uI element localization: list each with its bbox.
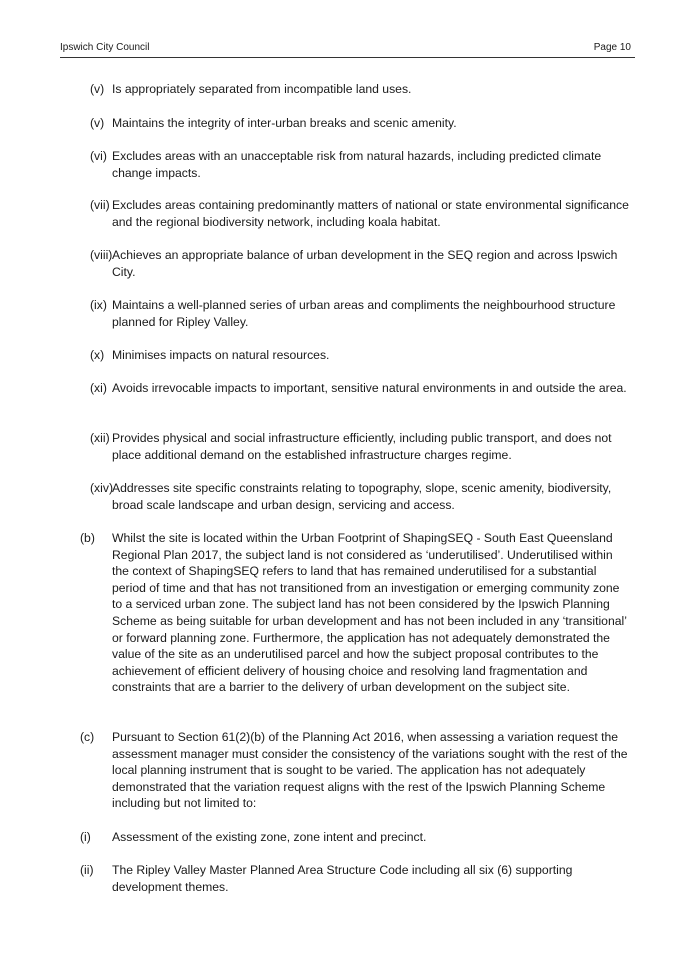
- header-council-name: Ipswich City Council: [60, 42, 150, 53]
- list-item-label: (xiv): [90, 481, 114, 495]
- list-item-label: (vi): [90, 149, 107, 163]
- list-item-text: Is appropriately separated from incompatible land uses.: [112, 82, 412, 96]
- header-page-number: Page 10: [593, 42, 631, 53]
- page-header: [60, 41, 635, 58]
- list-item-text: Achieves an appropriate balance of urban development in the SEQ region and across Ipswich City.: [112, 248, 618, 279]
- paragraph-label: (i): [80, 830, 91, 844]
- paragraph-text: Pursuant to Section 61(2)(b) of the Planning Act 2016, when assessing a variation request the assessment manager must consider the consistency of the variations sought with the rest of the local planning instrument that is sought to be varied. The application has not adequately demonstrated that the variation request aligns with the rest of the Ipswich Planning Scheme including but not limited to:: [112, 730, 628, 811]
- list-item-text: Avoids irrevocable impacts to important, sensitive natural environments in and outside the area.: [112, 381, 627, 395]
- list-item-label: (x): [90, 348, 105, 362]
- list-item-text: Provides physical and social infrastructure efficiently, including public transport, and does not place additional demand on the established infrastructure charges regime.: [112, 431, 612, 462]
- paragraph-label: (ii): [80, 863, 94, 877]
- list-item-text: Maintains a well-planned series of urban areas and compliments the neighbourhood structure planned for Ripley Valley.: [112, 298, 616, 329]
- list-item-text: Maintains the integrity of inter-urban breaks and scenic amenity.: [112, 116, 457, 130]
- list-item-label: (v): [90, 116, 105, 130]
- list-item-label: (xi): [90, 381, 107, 395]
- list-item-text: Excludes areas containing predominantly matters of national or state environmental significance and the regional biodiversity network, including koala habitat.: [112, 198, 629, 229]
- list-item-text: Minimises impacts on natural resources.: [112, 348, 330, 362]
- list-item-label: (xii): [90, 431, 110, 445]
- list-item-text: Excludes areas with an unacceptable risk from natural hazards, including predicted climate change impacts.: [112, 149, 602, 180]
- paragraph-label: (b): [80, 531, 95, 545]
- list-item-label: (vii): [90, 198, 110, 212]
- list-item-label: (ix): [90, 298, 107, 312]
- paragraph-text: Whilst the site is located within the Urban Footprint of ShapingSEQ - South East Queensland Regional Plan 2017, the subject land is not considered as ‘underutilised’. Underutilised within the context of ShapingSEQ refers to land that has remained underutilised for a substantial period of time and that has not transitioned from an investigation or emerging community zone to a serviced urban zone. The subject land has not been considered by the Ipswich Planning Scheme as being suitable for urban development and has not been included in any ‘transitional’ or forward planning zone. Furthermore, the application has not adequately demonstrated the value of the site as an underutilised parcel and how the subject proposal contributes to the achievement of efficient delivery of housing choice and resolving land fragmentation and constraints that are a barrier to the delivery of urban development on the subject site.: [112, 531, 627, 695]
- paragraph-text: Assessment of the existing zone, zone intent and precinct.: [112, 830, 427, 844]
- paragraph-text: The Ripley Valley Master Planned Area Structure Code including all six (6) supporting development themes.: [112, 863, 573, 894]
- list-item-text: Addresses site specific constraints relating to topography, slope, scenic amenity, biodiversity, broad scale landscape and urban design, servicing and access.: [112, 481, 612, 512]
- paragraph-label: (c): [80, 730, 95, 744]
- list-item-label: (viii): [90, 248, 113, 262]
- list-item-label: (v): [90, 82, 105, 96]
